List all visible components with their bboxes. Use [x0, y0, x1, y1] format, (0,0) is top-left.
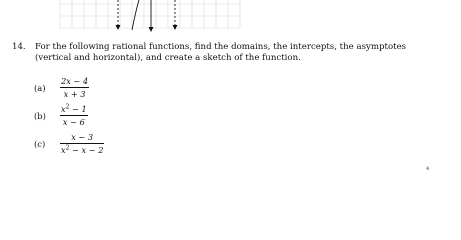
fraction-c — [60, 132, 104, 155]
graph-fragment — [0, 0, 461, 34]
fraction-b-num-exponent: 2 — [65, 103, 70, 111]
fraction-c-den-rest: − x − 2 — [69, 145, 104, 155]
fraction-a — [60, 76, 89, 99]
fraction-b — [60, 104, 88, 127]
part-c-label: (c) — [34, 139, 46, 149]
fraction-a-denominator: x + 3 — [63, 89, 86, 99]
page-number: 4 — [426, 166, 430, 172]
fraction-b-num-base: x — [61, 104, 66, 114]
problem-text-line-2: (vertical and horizontal), and create a sketch of the function. — [35, 53, 301, 63]
fraction-c-den-exponent: 2 — [65, 144, 70, 152]
fraction-b-numerator — [60, 104, 88, 114]
fraction-b-num-rest: − 1 — [69, 104, 87, 114]
fraction-c-denominator — [60, 145, 104, 155]
fraction-c-numerator: x − 3 — [71, 132, 94, 142]
part-a-label: (a) — [34, 83, 46, 93]
fraction-c-den-base: x — [61, 145, 66, 155]
part-b-label: (b) — [34, 111, 46, 121]
problem-number: 14. — [12, 42, 26, 52]
fraction-a-numerator: 2x − 4 — [61, 76, 89, 86]
fraction-a-bar — [60, 87, 89, 88]
fraction-b-denominator: x − 6 — [62, 117, 85, 127]
problem-text-line-1: For the following rational functions, find the domains, the intercepts, the asymptotes — [35, 42, 407, 52]
problem-statement — [35, 42, 450, 64]
fraction-b-bar — [60, 115, 88, 116]
